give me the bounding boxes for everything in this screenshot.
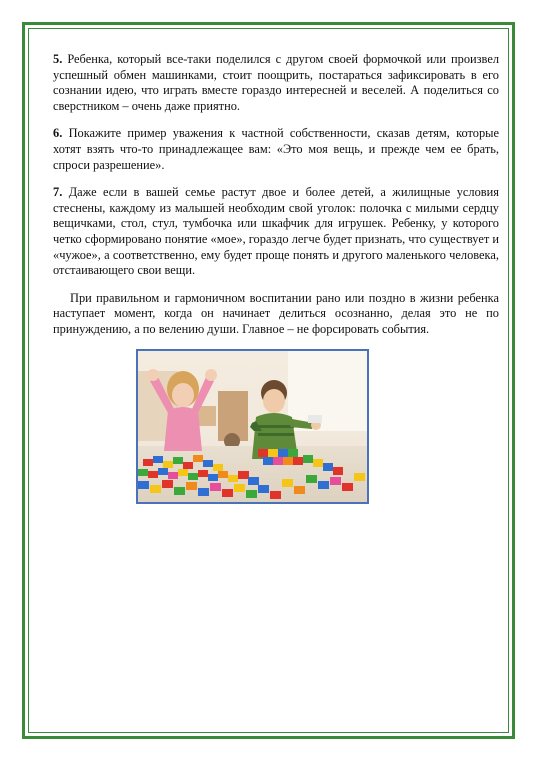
closing-paragraph: При правильном и гармоничном воспитании рано или поздно в жизни ребенка наступает момент, когда он начинает делиться осознанно, делая это не по принуждению, а по велению души. Главное – не форсировать события. (53, 290, 499, 336)
document-body (53, 52, 499, 350)
children-playing-photo (136, 349, 369, 504)
paragraph-text: Покажите пример уважения к частной собственности, сказав детям, которые хотят взять что-то принадлежащее вам: «Это моя вещь, и прежде чем ее брать, спроси разрешение». (53, 126, 499, 172)
paragraph-number: 7. (53, 185, 63, 200)
paragraph-5 (53, 52, 499, 114)
paragraph-number: 6. (53, 126, 63, 141)
paragraph-text: Даже если в вашей семье растут двое и более детей, а жилищные условия стеснены, каждому из малышей необходим свой уголок: полочка с милыми сердцу вещичками, стол, стул, тумбочка или шкафчик для игрушек. Ребенку, у которого четко сформировано понятие «мое», гораздо легче будет признать, что существует и «чужое», а соответственно, ему будет проще понять и другого маленького человека, отстаивающего свои вещи. (53, 185, 499, 278)
paragraph-6 (53, 126, 499, 173)
paragraph-7 (53, 185, 499, 279)
paragraph-text: Ребенка, который все-таки поделился с другом своей формочкой или произвел успешный обмен машинками, стоит поощрить, постараться зафиксировать в его сознании идею, что играть вместе гораздо интересней и веселей. А поделиться со сверстником – очень даже приятно. (53, 52, 499, 113)
paragraph-number: 5. (53, 52, 63, 66)
